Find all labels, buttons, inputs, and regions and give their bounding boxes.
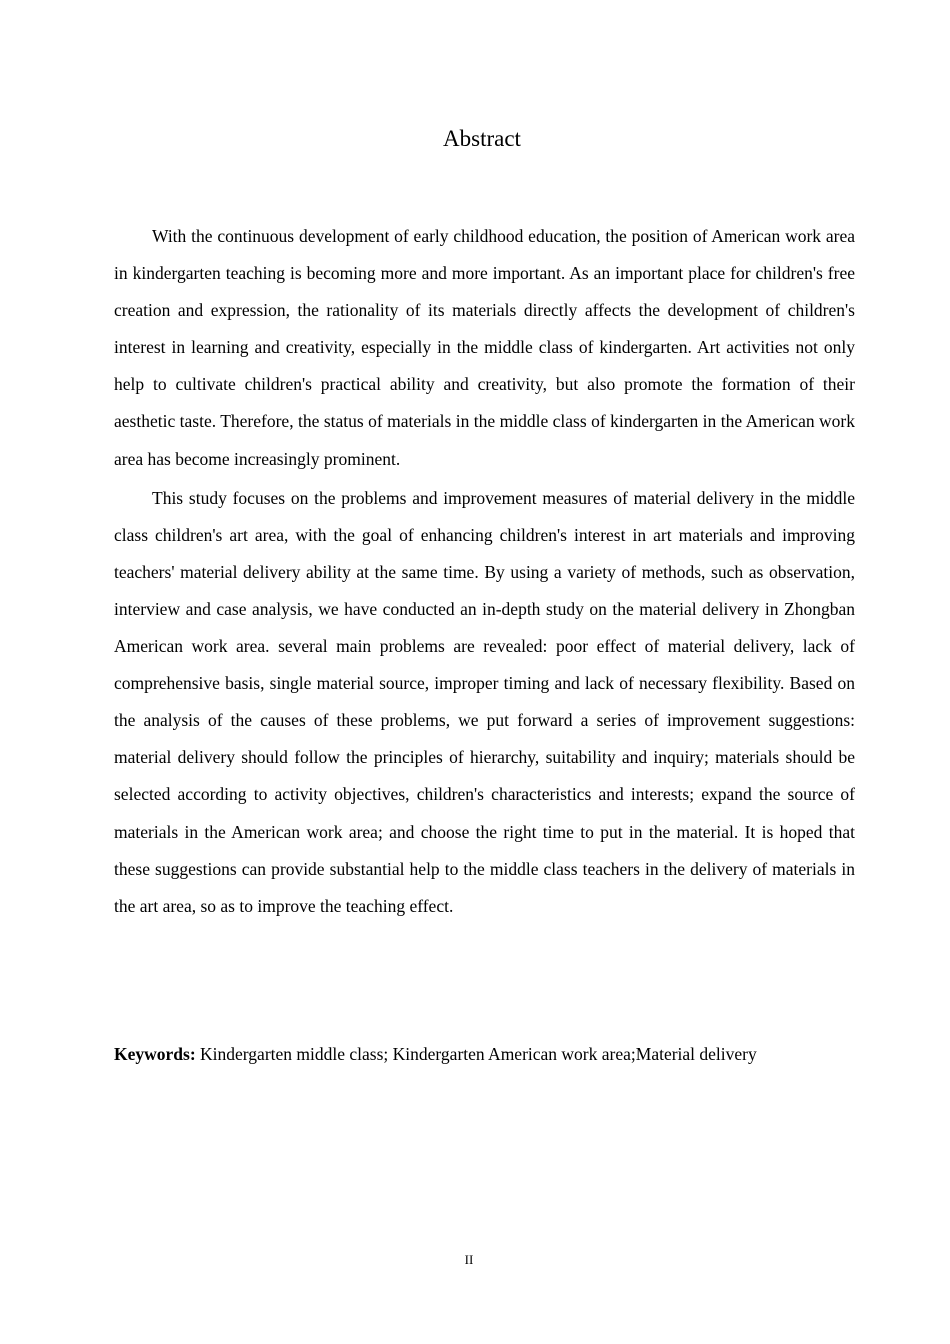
abstract-body (114, 218, 855, 925)
abstract-paragraph-2: This study focuses on the problems and improvement measures of material delivery in the middle class children's art area, with the goal of enhancing children's interest in art materials and improving teachers' material delivery ability at the same time. By using a variety of methods, such as observation, interview and case analysis, we have conducted an in-depth study on the material delivery in Zhongban American work area. several main problems are revealed: poor effect of material delivery, lack of comprehensive basis, single material source, improper timing and lack of necessary flexibility. Based on the analysis of the causes of these problems, we put forward a series of improvement suggestions: material delivery should follow the principles of hierarchy, suitability and inquiry; materials should be selected according to activity objectives, children's characteristics and interests; expand the source of materials in the American work area; and choose the right time to put in the material. It is hoped that these suggestions can provide substantial help to the middle class teachers in the delivery of materials in the art area, so as to improve the teaching effect. (114, 487, 855, 916)
page-number: II (464, 1252, 474, 1267)
keywords-label: Keywords: (114, 1044, 196, 1064)
keywords-text: Kindergarten middle class; Kindergarten American work area;Material delivery (200, 1044, 757, 1064)
abstract-title: Abstract (443, 126, 521, 151)
abstract-paragraph-1: With the continuous development of early childhood education, the position of American work area in kindergarten teaching is becoming more and more important. As an important place for children's free creation and expression, the rationality of its materials directly affects the development of children's interest in learning and creativity, especially in the middle class of kindergarten. Art activities not only help to cultivate children's practical ability and creativity, but also promote the formation of their aesthetic taste. Therefore, the status of materials in the middle class of kindergarten in the American work area has become increasingly prominent. (114, 226, 855, 469)
keywords-line (114, 1036, 874, 1073)
